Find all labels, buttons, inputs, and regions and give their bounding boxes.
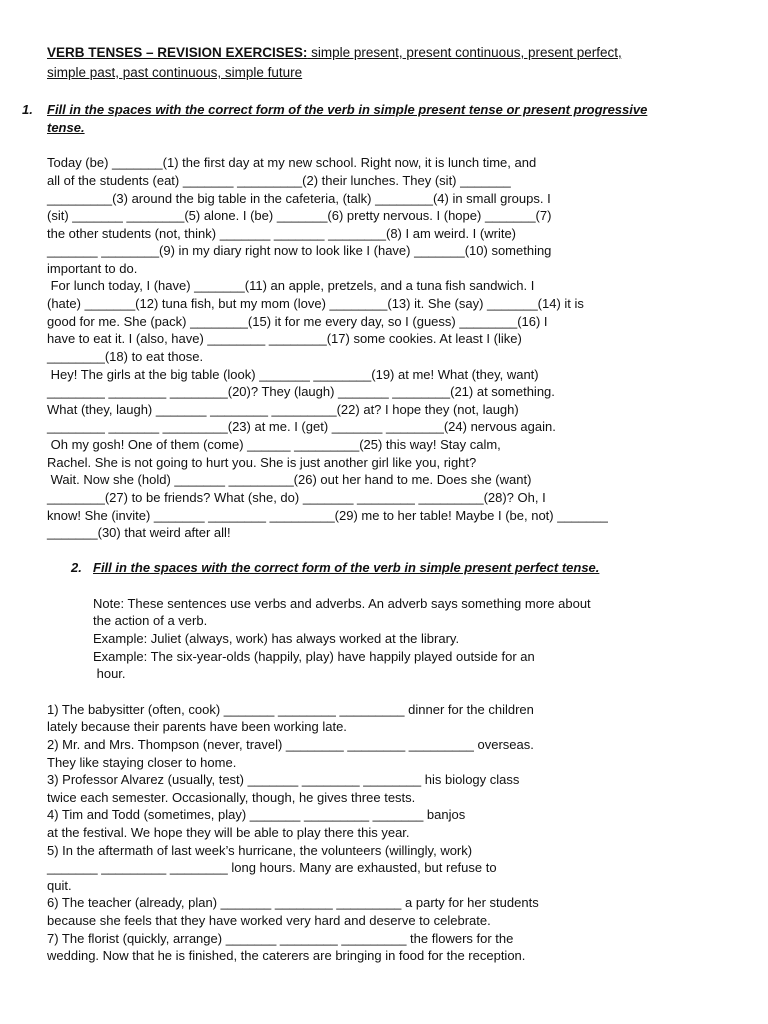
exercise-line: They like staying closer to home.: [47, 755, 237, 770]
worksheet-title-bold: VERB TENSES – REVISION EXERCISES:: [47, 45, 308, 60]
note-line: Note: These sentences use verbs and adverbs. An adverb says something more about: [93, 596, 591, 611]
section2-number: 2.: [71, 560, 82, 575]
story-line: know! She (invite) _______ ________ _________(29) me to her table! Maybe I (be, not) _______: [47, 508, 608, 523]
exercise-line: _______ _________ ________ long hours. Many are exhausted, but refuse to: [47, 860, 497, 875]
story-line: _______ ________(9) in my diary right now to look like I (have) _______(10) something: [47, 243, 552, 258]
story-line: have to eat it. I (also, have) ________ ________(17) some cookies. At least I (like): [47, 331, 522, 346]
story-line: all of the students (eat) _______ _________(2) their lunches. They (sit) _______: [47, 173, 511, 188]
note-line: Example: The six-year-olds (happily, play) have happily played outside for an: [93, 649, 535, 664]
exercise-line: 4) Tim and Todd (sometimes, play) _______ _________ _______ banjos: [47, 807, 466, 822]
worksheet-title-line1: [47, 44, 622, 61]
story-line: (hate) _______(12) tuna fish, but my mom (love) ________(13) it. She (say) _______(14) it is: [47, 296, 584, 311]
story-line: ________(18) to eat those.: [47, 349, 204, 364]
story-line: good for me. She (pack) ________(15) it for me every day, so I (guess) ________(16) I: [47, 314, 548, 329]
story-line: _________(3) around the big table in the cafeteria, (talk) ________(4) in small groups. I: [47, 191, 551, 206]
exercise-line: lately because their parents have been working late.: [47, 719, 347, 734]
story-line: What (they, laugh) _______ ________ _________(22) at? I hope they (not, laugh): [47, 402, 519, 417]
exercise-line: 1) The babysitter (often, cook) _______ ________ _________ dinner for the children: [47, 702, 534, 717]
worksheet-title-line2: simple past, past continuous, simple future: [47, 65, 303, 80]
section2-instruction: Fill in the spaces with the correct form of the verb in simple present perfect tense.: [93, 560, 600, 575]
story-line: the other students (not, think) _______ _______ ________(8) I am weird. I (write): [47, 226, 517, 241]
section1-instruction-line2: tense.: [47, 120, 85, 135]
worksheet-title-topics: simple present, present continuous, present perfect,: [307, 45, 622, 60]
exercise-line: 3) Professor Alvarez (usually, test) _______ ________ ________ his biology class: [47, 772, 520, 787]
exercise-line: wedding. Now that he is finished, the caterers are bringing in food for the reception.: [47, 948, 526, 963]
exercise-line: because she feels that they have worked very hard and deserve to celebrate.: [47, 913, 491, 928]
story-line: Today (be) _______(1) the first day at my new school. Right now, it is lunch time, and: [47, 155, 537, 170]
exercise-line: twice each semester. Occasionally, though, he gives three tests.: [47, 790, 416, 805]
story-line: ________ _______ _________(23) at me. I (get) _______ ________(24) nervous again.: [47, 419, 556, 434]
exercise-line: at the festival. We hope they will be able to play there this year.: [47, 825, 410, 840]
story-line: important to do.: [47, 261, 138, 276]
note-line: the action of a verb.: [93, 613, 208, 628]
story-line: Oh my gosh! One of them (come) ______ _________(25) this way! Stay calm,: [47, 437, 501, 452]
story-line: Rachel. She is not going to hurt you. She is just another girl like you, right?: [47, 455, 477, 470]
note-line: Example: Juliet (always, work) has always worked at the library.: [93, 631, 460, 646]
exercise-line: 2) Mr. and Mrs. Thompson (never, travel) ________ ________ _________ overseas.: [47, 737, 534, 752]
section1-number: 1.: [22, 102, 33, 117]
story-line: ________(27) to be friends? What (she, do) _______ ________ _________(28)? Oh, I: [47, 490, 546, 505]
story-line: Hey! The girls at the big table (look) _______ ________(19) at me! What (they, want): [47, 367, 539, 382]
story-line: ________ ________ ________(20)? They (laugh) _______ ________(21) at something.: [47, 384, 555, 399]
story-line: Wait. Now she (hold) _______ _________(26) out her hand to me. Does she (want): [47, 472, 532, 487]
section1-instruction-line1: Fill in the spaces with the correct form of the verb in simple present tense or present progressive: [47, 102, 648, 117]
story-line: For lunch today, I (have) _______(11) an apple, pretzels, and a tuna fish sandwich. I: [47, 278, 535, 293]
exercise-line: 7) The florist (quickly, arrange) _______ ________ _________ the flowers for the: [47, 931, 514, 946]
note-line: hour.: [93, 666, 126, 681]
exercise-line: 5) In the aftermath of last week’s hurricane, the volunteers (willingly, work): [47, 843, 473, 858]
story-line: (sit) _______ ________(5) alone. I (be) _______(6) pretty nervous. I (hope) _______(7): [47, 208, 552, 223]
exercise-line: quit.: [47, 878, 72, 893]
exercise-line: 6) The teacher (already, plan) _______ ________ _________ a party for her students: [47, 895, 539, 910]
story-line: _______(30) that weird after all!: [47, 525, 231, 540]
